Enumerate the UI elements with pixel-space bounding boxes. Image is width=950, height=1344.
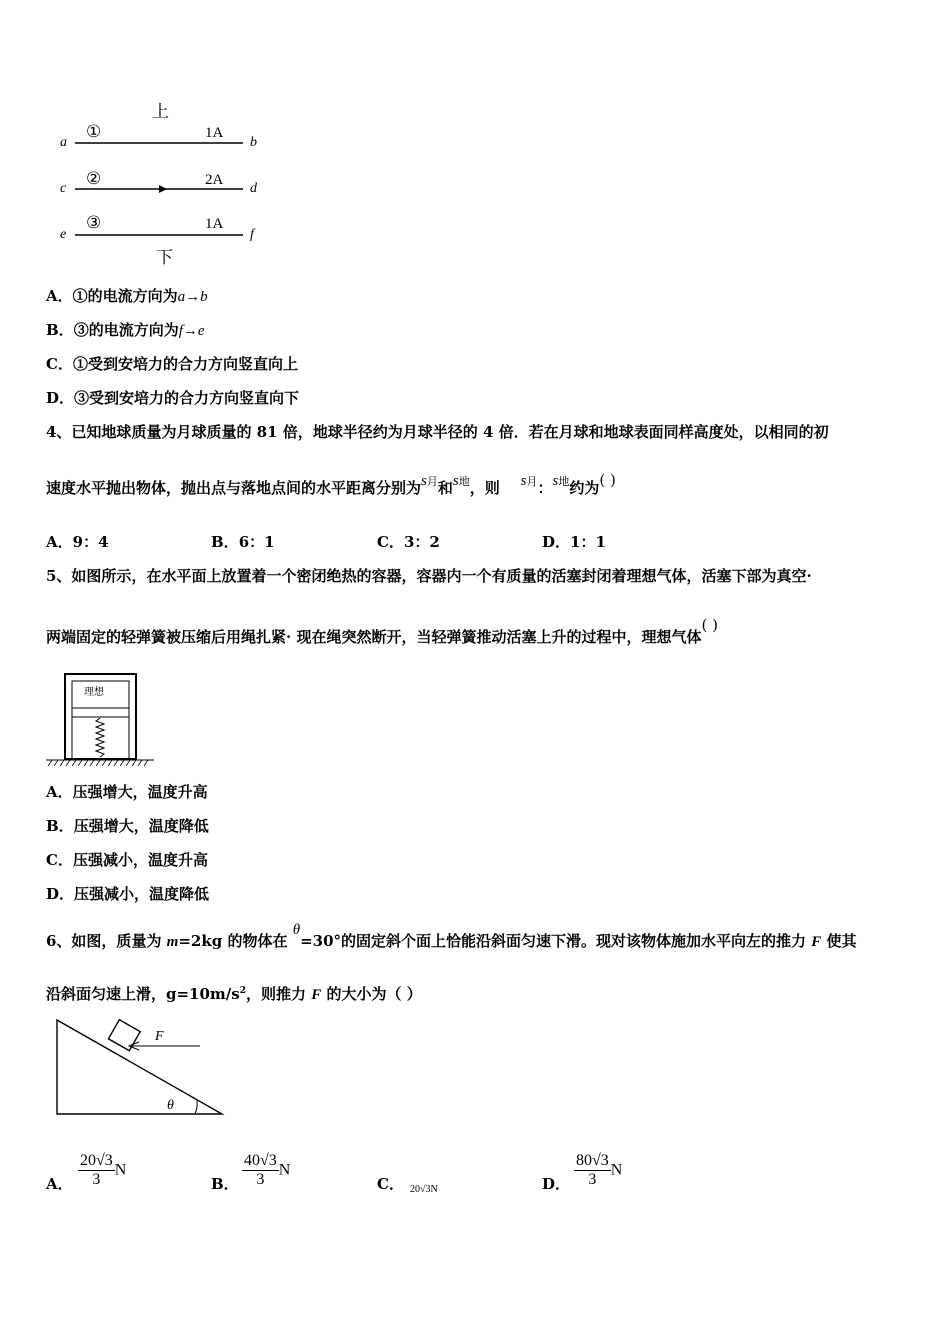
- fig-top-label: 上: [152, 102, 169, 121]
- wire2-number: ②: [86, 169, 102, 188]
- q5-option-c[interactable]: C．压强减小，温度升高: [46, 851, 208, 869]
- wire1-current: 1A: [205, 125, 224, 141]
- q4-stem-line2: 速度水平抛出物体，抛出点与落地点间的水平距离分别为s月和s地，则 s月：s地约为( ): [46, 471, 616, 497]
- q5-answer-bracket[interactable]: ( ): [701, 616, 718, 634]
- q3-option-c[interactable]: C．①受到安培力的合力方向竖直向上: [46, 355, 298, 373]
- q4-option-b[interactable]: B．6：1: [211, 533, 275, 551]
- q5-option-d[interactable]: D．压强减小，温度降低: [46, 885, 210, 903]
- q3-option-a[interactable]: A．①的电流方向为a→b: [46, 287, 208, 305]
- q6-option-c-letter[interactable]: C．: [377, 1175, 404, 1193]
- wire3-current: 1A: [205, 216, 224, 232]
- q6-option-d-letter[interactable]: D．: [542, 1175, 571, 1193]
- q4-option-d[interactable]: D．1：1: [542, 533, 606, 551]
- q6-option-d-fraction: $\frac{80√3}{3}$ N: [576, 1152, 623, 1188]
- force-label: F: [155, 1029, 164, 1044]
- q4-stem-line1: 4、已知地球质量为月球质量的 81 倍，地球半径约为月球半径的 4 倍．若在月球和地球表面同样高度处，以相同的初: [46, 423, 829, 441]
- incline-figure: [55, 1018, 235, 1118]
- q4-option-a[interactable]: A．9：4: [46, 533, 109, 551]
- q5-option-a[interactable]: A．压强增大，温度升高: [46, 783, 208, 801]
- wire2-current: 2A: [205, 172, 224, 188]
- wire3-left-label: e: [60, 227, 67, 242]
- q4-answer-bracket[interactable]: ( ): [599, 471, 616, 489]
- wire2-left-label: c: [60, 181, 67, 196]
- q6-stem-line2: 沿斜面匀速上滑，$g=10m/s^2$，则推力 F 的大小为（ ）: [46, 985, 422, 1003]
- fig-bottom-label: 下: [156, 248, 173, 267]
- wire1-right-label: b: [250, 135, 257, 150]
- q5-stem-line2: 两端固定的轻弹簧被压缩后用绳扎紧· 现在绳突然断开，当轻弹簧推动活塞上升的过程中，理想气体( ): [46, 616, 718, 646]
- q6-option-c-value: 20√3N: [410, 1184, 438, 1195]
- q6-option-b-letter[interactable]: B．: [211, 1175, 239, 1193]
- q5-option-b[interactable]: B．压强增大，温度降低: [46, 817, 209, 835]
- three-wires-figure: [55, 95, 270, 270]
- q6-option-a-letter[interactable]: A．: [46, 1175, 73, 1193]
- wire1-number: ①: [86, 122, 102, 141]
- q3-option-d[interactable]: D．③受到安培力的合力方向竖直向下: [46, 389, 300, 407]
- container-figure: [46, 672, 156, 767]
- wire3-right-label: f: [250, 227, 254, 242]
- angle-label: θ: [167, 1098, 174, 1113]
- q6-stem-line1: 6、如图，质量为 m=2kg 的物体在 θ=30°的固定斜个面上恰能沿斜面匀速下滑。现对该物体施加水平向左的推力 F 使其: [46, 922, 857, 950]
- q6-option-a-fraction: $\frac{20√3}{3}$ N: [80, 1152, 127, 1188]
- q4-option-c[interactable]: C．3：2: [377, 533, 440, 551]
- q6-option-b-fraction: $\frac{40√3}{3}$ N: [244, 1152, 291, 1188]
- q3-option-b[interactable]: B．③的电流方向为f→e: [46, 321, 205, 339]
- wire3-number: ③: [86, 213, 102, 232]
- wire2-right-label: d: [250, 181, 257, 196]
- q5-stem-line1: 5、如图所示，在水平面上放置着一个密闭绝热的容器，容器内一个有质量的活塞封闭着理想气体，活塞下部为真空·: [46, 567, 812, 585]
- container-gas-label: 理想: [84, 687, 104, 698]
- wire1-left-label: a: [60, 135, 67, 150]
